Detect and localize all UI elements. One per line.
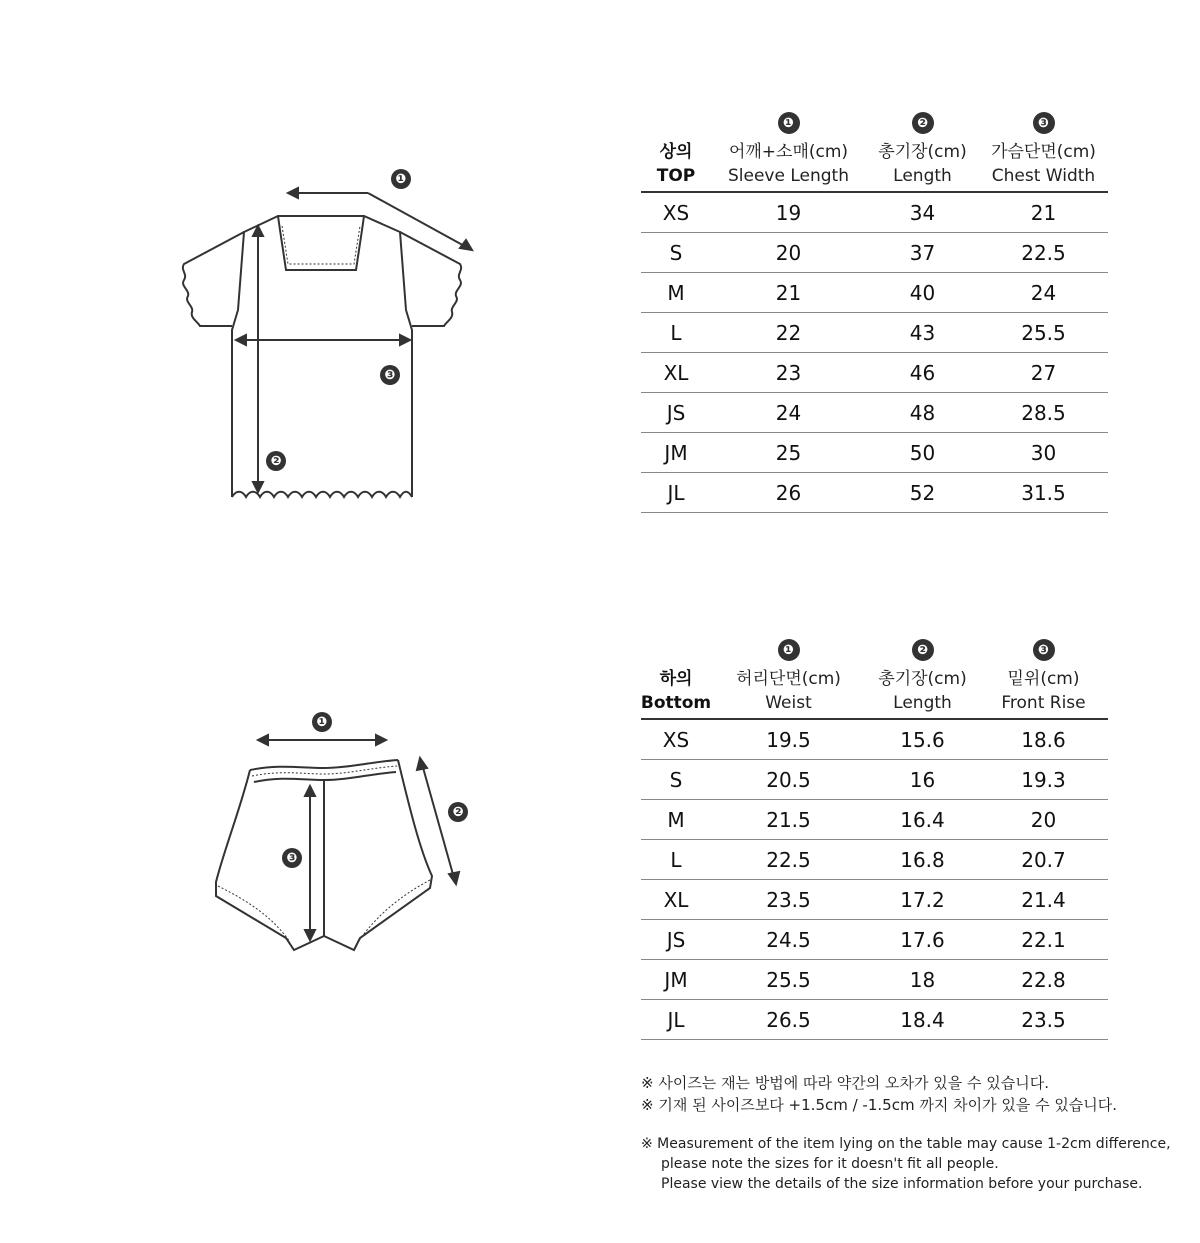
note-en-block <box>641 1134 1181 1194</box>
note-ko-1: ※ 사이즈는 재는 방법에 따라 약간의 오차가 있을 수 있습니다. <box>641 1074 1050 1092</box>
waist-cell: 26.5 <box>766 1007 811 1032</box>
rise-cell: 22.1 <box>1021 927 1066 952</box>
size-cell: JS <box>666 400 686 425</box>
table-row <box>641 880 1108 920</box>
note-en-3: Please view the details of the size information before your purchase. <box>661 1176 1143 1192</box>
table-row <box>641 353 1108 393</box>
table-row <box>641 313 1108 353</box>
chest-cell: 21 <box>1030 200 1057 225</box>
top-label-ko: 상의 <box>659 141 693 162</box>
rise-cell: 22.8 <box>1021 967 1066 992</box>
top-marker-row <box>641 110 1108 136</box>
bottom-label-en: Bottom <box>640 692 712 713</box>
length-cell: 18.4 <box>900 1007 945 1032</box>
length-cell: 18 <box>909 967 936 992</box>
top-garment-diagram <box>170 160 480 510</box>
waist-cell: 25.5 <box>766 967 811 992</box>
top-table-header <box>641 136 1108 193</box>
length-cell: 17.6 <box>900 927 945 952</box>
note-ko-2: ※ 기재 된 사이즈보다 +1.5cm / -1.5cm 까지 차이가 있을 수 있습니다. <box>641 1096 1118 1114</box>
bottom-col-3-ko: 밑위(cm) <box>1007 668 1080 689</box>
table-row <box>641 840 1108 880</box>
bottom-garment-diagram <box>200 720 480 970</box>
bottom-col-2-ko: 총기장(cm) <box>878 668 967 689</box>
chest-cell: 27 <box>1030 360 1057 385</box>
chest-cell: 24 <box>1030 280 1057 305</box>
table-row <box>641 233 1108 273</box>
rise-cell: 20 <box>1030 807 1057 832</box>
bottom-col-1-ko: 허리단면(cm) <box>736 668 841 689</box>
top-col-2-en: Length <box>893 165 952 186</box>
table-row <box>641 800 1108 840</box>
waist-cell: 21.5 <box>766 807 811 832</box>
top-col-marker-3: ❸ <box>1033 112 1055 134</box>
top-col-3-ko: 가슴단면(cm) <box>991 141 1096 162</box>
waist-cell: 20.5 <box>766 767 811 792</box>
size-cell: S <box>669 240 683 265</box>
size-cell: M <box>667 807 685 832</box>
rise-cell: 18.6 <box>1021 727 1066 752</box>
bottom-table-header <box>641 663 1108 720</box>
sleeve-cell: 23 <box>775 360 802 385</box>
bottom-col-marker-3: ❸ <box>1033 639 1055 661</box>
length-cell: 46 <box>909 360 936 385</box>
size-cell: M <box>667 280 685 305</box>
length-cell: 40 <box>909 280 936 305</box>
size-cell: L <box>670 847 682 872</box>
sleeve-cell: 19 <box>775 200 802 225</box>
size-cell: JS <box>666 927 686 952</box>
table-row <box>641 920 1108 960</box>
size-cell: XS <box>662 727 690 752</box>
bottom-col-1-en: Weist <box>765 692 812 713</box>
size-cell: L <box>670 320 682 345</box>
sleeve-cell: 24 <box>775 400 802 425</box>
waist-cell: 22.5 <box>766 847 811 872</box>
chest-cell: 22.5 <box>1021 240 1066 265</box>
length-cell: 16.4 <box>900 807 945 832</box>
chest-cell: 28.5 <box>1021 400 1066 425</box>
table-row <box>641 273 1108 313</box>
top-col-1-ko: 어깨+소매(cm) <box>728 141 849 162</box>
sleeve-cell: 26 <box>775 480 802 505</box>
size-cell: XS <box>662 200 690 225</box>
length-cell: 17.2 <box>900 887 945 912</box>
top-figure-marker-2: ❷ <box>266 451 286 471</box>
table-row <box>641 193 1108 233</box>
rise-cell: 21.4 <box>1021 887 1066 912</box>
sleeve-cell: 25 <box>775 440 802 465</box>
waist-cell: 19.5 <box>766 727 811 752</box>
size-cell: JL <box>667 1007 685 1032</box>
bottom-figure-marker-2: ❷ <box>448 802 468 822</box>
table-row <box>641 473 1108 513</box>
top-col-2-ko: 총기장(cm) <box>878 141 967 162</box>
size-cell: JL <box>667 480 685 505</box>
bottom-marker-row <box>641 637 1108 663</box>
note-en-2: please note the sizes for it doesn't fit all people. <box>661 1156 999 1172</box>
top-figure-marker-3: ❸ <box>380 365 400 385</box>
note-en-1: ※ Measurement of the item lying on the table may cause 1-2cm difference, <box>641 1136 1171 1152</box>
top-col-marker-1: ❶ <box>778 112 800 134</box>
table-row <box>641 393 1108 433</box>
length-cell: 50 <box>909 440 936 465</box>
waist-cell: 24.5 <box>766 927 811 952</box>
size-cell: JM <box>664 440 688 465</box>
size-notes <box>641 1072 1181 1194</box>
length-cell: 15.6 <box>900 727 945 752</box>
length-cell: 16.8 <box>900 847 945 872</box>
waist-cell: 23.5 <box>766 887 811 912</box>
top-col-1-en: Sleeve Length <box>728 165 849 186</box>
length-cell: 34 <box>909 200 936 225</box>
chest-cell: 30 <box>1030 440 1057 465</box>
rise-cell: 20.7 <box>1021 847 1066 872</box>
chest-cell: 25.5 <box>1021 320 1066 345</box>
length-cell: 43 <box>909 320 936 345</box>
top-col-marker-2: ❷ <box>912 112 934 134</box>
size-cell: S <box>669 767 683 792</box>
length-cell: 48 <box>909 400 936 425</box>
top-label-en: TOP <box>656 165 696 186</box>
length-cell: 16 <box>909 767 936 792</box>
size-cell: XL <box>663 360 689 385</box>
table-row <box>641 960 1108 1000</box>
bottom-figure-marker-3: ❸ <box>282 848 302 868</box>
top-figure-marker-1: ❶ <box>391 169 411 189</box>
sleeve-cell: 20 <box>775 240 802 265</box>
bottom-label-ko: 하의 <box>659 668 693 689</box>
rise-cell: 23.5 <box>1021 1007 1066 1032</box>
top-size-table <box>641 110 1108 513</box>
size-cell: XL <box>663 887 689 912</box>
bottom-col-3-en: Front Rise <box>1001 692 1086 713</box>
bottom-col-marker-2: ❷ <box>912 639 934 661</box>
bottom-figure-marker-1: ❶ <box>312 712 332 732</box>
length-cell: 37 <box>909 240 936 265</box>
top-col-3-en: Chest Width <box>991 165 1096 186</box>
sleeve-cell: 22 <box>775 320 802 345</box>
rise-cell: 19.3 <box>1021 767 1066 792</box>
sleeve-cell: 21 <box>775 280 802 305</box>
bottom-size-table <box>641 637 1108 1040</box>
length-cell: 52 <box>909 480 936 505</box>
bottom-col-marker-1: ❶ <box>778 639 800 661</box>
bottom-col-2-en: Length <box>893 692 952 713</box>
table-row <box>641 720 1108 760</box>
table-row <box>641 433 1108 473</box>
size-cell: JM <box>664 967 688 992</box>
table-row <box>641 1000 1108 1040</box>
table-row <box>641 760 1108 800</box>
chest-cell: 31.5 <box>1021 480 1066 505</box>
